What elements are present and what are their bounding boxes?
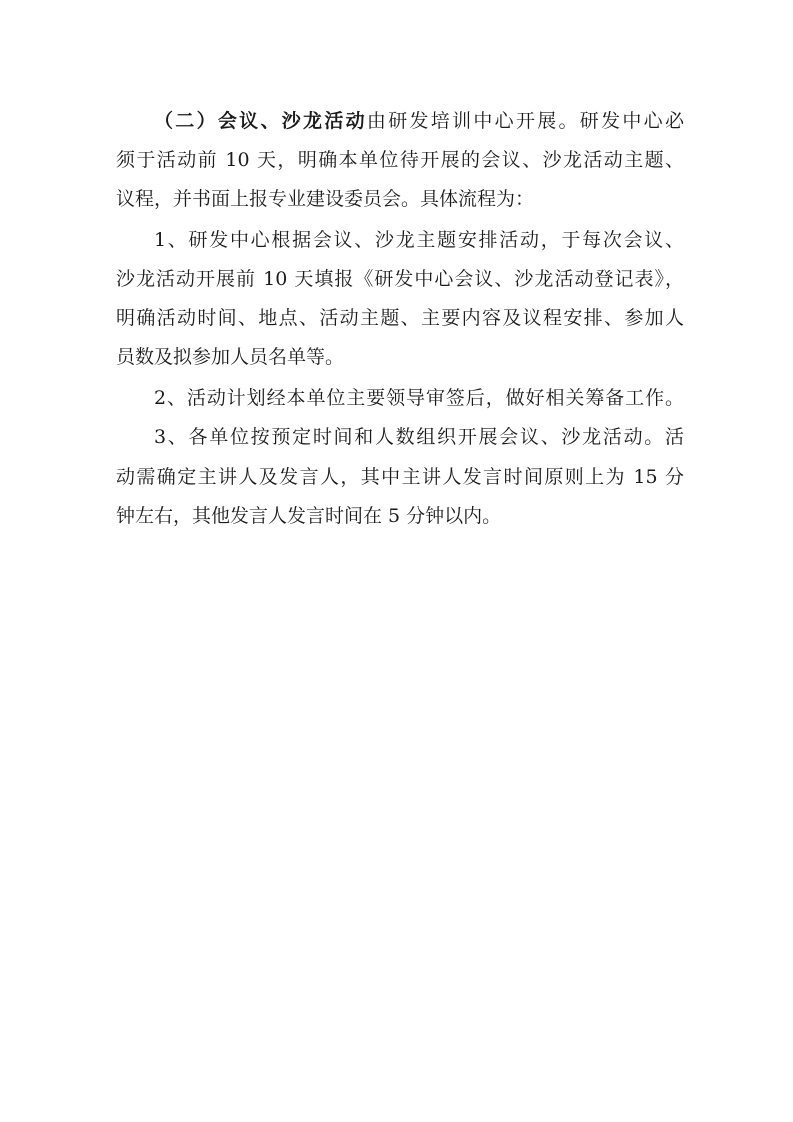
paragraph-1-line-2: 须于活动前 10 天，明确本单位待开展的会议、沙龙活动主题、 <box>116 149 684 171</box>
item-1-line-2: 沙龙活动开展前 10 天填报《研发中心会议、沙龙活动登记表》， <box>116 268 684 290</box>
item-3-line-1: 3、各单位按预定时间和人数组织开展会议、沙龙活动。活 <box>154 426 684 448</box>
paragraph-1-line-3: 议程，并书面上报专业建设委员会。具体流程为： <box>116 188 535 210</box>
paragraph-1-line-1 <box>154 107 684 135</box>
section-heading: （二）会议、沙龙活动 <box>154 110 367 132</box>
item-3-line-3: 钟左右，其他发言人发言时间在 5 分钟以内。 <box>116 505 502 527</box>
paragraph-1-line-1-text: 由研发培训中心开展。研发中心必 <box>366 110 684 132</box>
item-2-line-1: 2、活动计划经本单位主要领导审签后，做好相关筹备工作。 <box>154 387 684 409</box>
item-1-line-3: 明确活动时间、地点、活动主题、主要内容及议程安排、参加人 <box>116 307 684 329</box>
item-1-line-1: 1、研发中心根据会议、沙龙主题安排活动，于每次会议、 <box>154 229 684 251</box>
item-3-line-2: 动需确定主讲人及发言人，其中主讲人发言时间原则上为 15 分 <box>116 466 684 488</box>
item-1-line-4: 员数及拟参加人员名单等。 <box>116 346 345 368</box>
